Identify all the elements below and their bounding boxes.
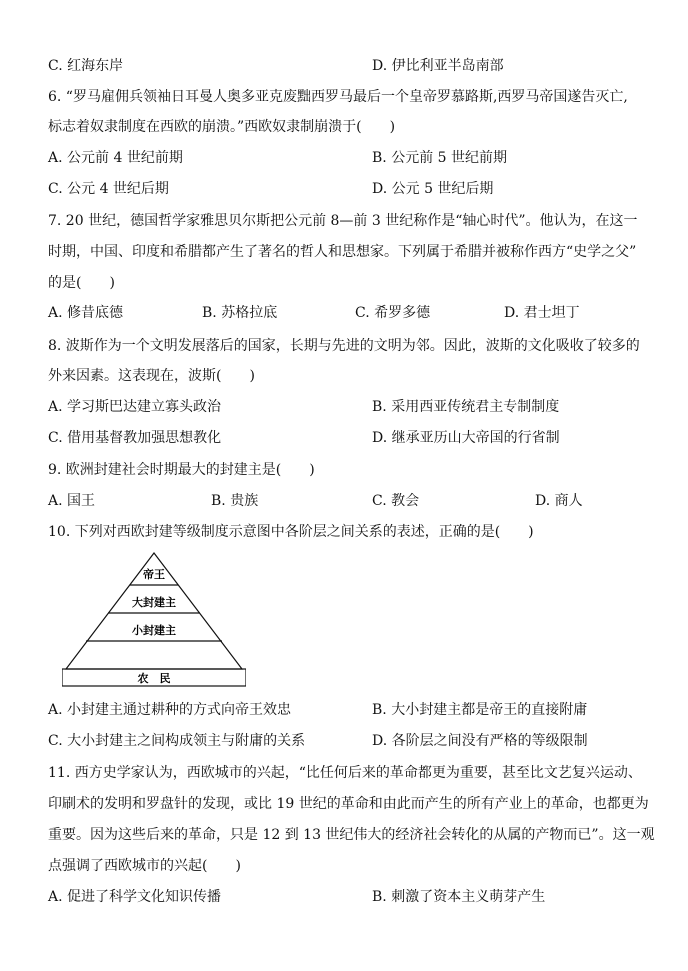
feudal-hierarchy-pyramid	[62, 551, 246, 687]
q6-option-a: A. 公元前 4 世纪前期	[48, 150, 183, 166]
q10-stem-line1: 10. 下列对西欧封建等级制度示意图中各阶层之间关系的表述，正确的是( )	[48, 524, 534, 540]
q8-stem-line2: 外来因素。这表现在，波斯( )	[48, 368, 255, 384]
q7-option-b: B. 苏格拉底	[202, 305, 278, 321]
pyramid-level-peasants: 农 民	[137, 672, 171, 685]
q6-option-c: C. 公元 4 世纪后期	[48, 181, 169, 197]
q10-option-c: C. 大小封建主之间构成领主与附庸的关系	[48, 733, 306, 749]
q10-option-b: B. 大小封建主都是帝王的直接附庸	[372, 702, 588, 718]
q7-stem-line2: 时期，中国、印度和希腊都产生了著名的哲人和思想家。下列属于希腊并被称作西方“史学之父”	[48, 244, 637, 260]
q6-stem-line1: 6. “罗马雇佣兵领袖日耳曼人奥多亚克废黜西罗马最后一个皇帝罗慕路斯,西罗马帝国遂告灭亡,	[48, 89, 628, 105]
q8-option-b: B. 采用西亚传统君主专制制度	[372, 399, 560, 415]
q5-option-c: C. 红海东岸	[48, 58, 124, 74]
q5-option-d: D. 伊比利亚半岛南部	[372, 58, 504, 74]
q7-stem-line1: 7. 20 世纪，德国哲学家雅思贝尔斯把公元前 8—前 3 世纪称作是“轴心时代”。他认为，在这一	[48, 213, 638, 229]
pyramid-level-emperor: 帝王	[143, 568, 165, 581]
q7-stem-line3: 的是( )	[48, 275, 115, 291]
q11-option-a: A. 促进了科学文化知识传播	[48, 889, 222, 905]
q8-stem-line1: 8. 波斯作为一个文明发展落后的国家，长期与先进的文明为邻。因此，波斯的文化吸收了较多的	[48, 338, 640, 354]
q9-stem-line1: 9. 欧洲封建社会时期最大的封建主是( )	[48, 462, 315, 478]
q7-option-c: C. 希罗多德	[355, 305, 431, 321]
q11-stem-line4: 点强调了西欧城市的兴起( )	[48, 858, 241, 874]
q7-option-a: A. 修昔底德	[48, 305, 124, 321]
q9-option-d: D. 商人	[535, 493, 583, 509]
q11-stem-line2: 印刷术的发明和罗盘针的发现，或比 19 世纪的革命和由此而产生的所有产业上的革命，也都更为	[48, 796, 649, 812]
q9-option-a: A. 国王	[48, 493, 96, 509]
q8-option-a: A. 学习斯巴达建立寡头政治	[48, 399, 222, 415]
q10-option-a: A. 小封建主通过耕种的方式向帝王效忠	[48, 702, 292, 718]
q9-option-b: B. 贵族	[211, 493, 259, 509]
q6-option-d: D. 公元 5 世纪后期	[372, 181, 494, 197]
q11-stem-line1: 11. 西方史学家认为，西欧城市的兴起，“比任何后来的革命都更为重要，甚至比文艺复兴运动、	[48, 765, 642, 781]
q8-option-d: D. 继承亚历山大帝国的行省制	[372, 430, 560, 446]
q7-option-d: D. 君士坦丁	[504, 305, 580, 321]
q9-option-c: C. 教会	[372, 493, 420, 509]
q8-option-c: C. 借用基督教加强思想教化	[48, 430, 222, 446]
q6-stem-line2: 标志着奴隶制度在西欧的崩溃。”西欧奴隶制崩溃于( )	[48, 119, 396, 135]
pyramid-level-great-lords: 大封建主	[132, 596, 176, 609]
q11-option-b: B. 刺激了资本主义萌芽产生	[372, 889, 546, 905]
pyramid-level-lesser-lords: 小封建主	[132, 624, 176, 637]
q10-option-d: D. 各阶层之间没有严格的等级限制	[372, 733, 588, 749]
q6-option-b: B. 公元前 5 世纪前期	[372, 150, 507, 166]
q11-stem-line3: 重要。因为这些后来的革命，只是 12 到 13 世纪伟大的经济社会转化的从属的产物而已”。这一观	[48, 827, 655, 843]
